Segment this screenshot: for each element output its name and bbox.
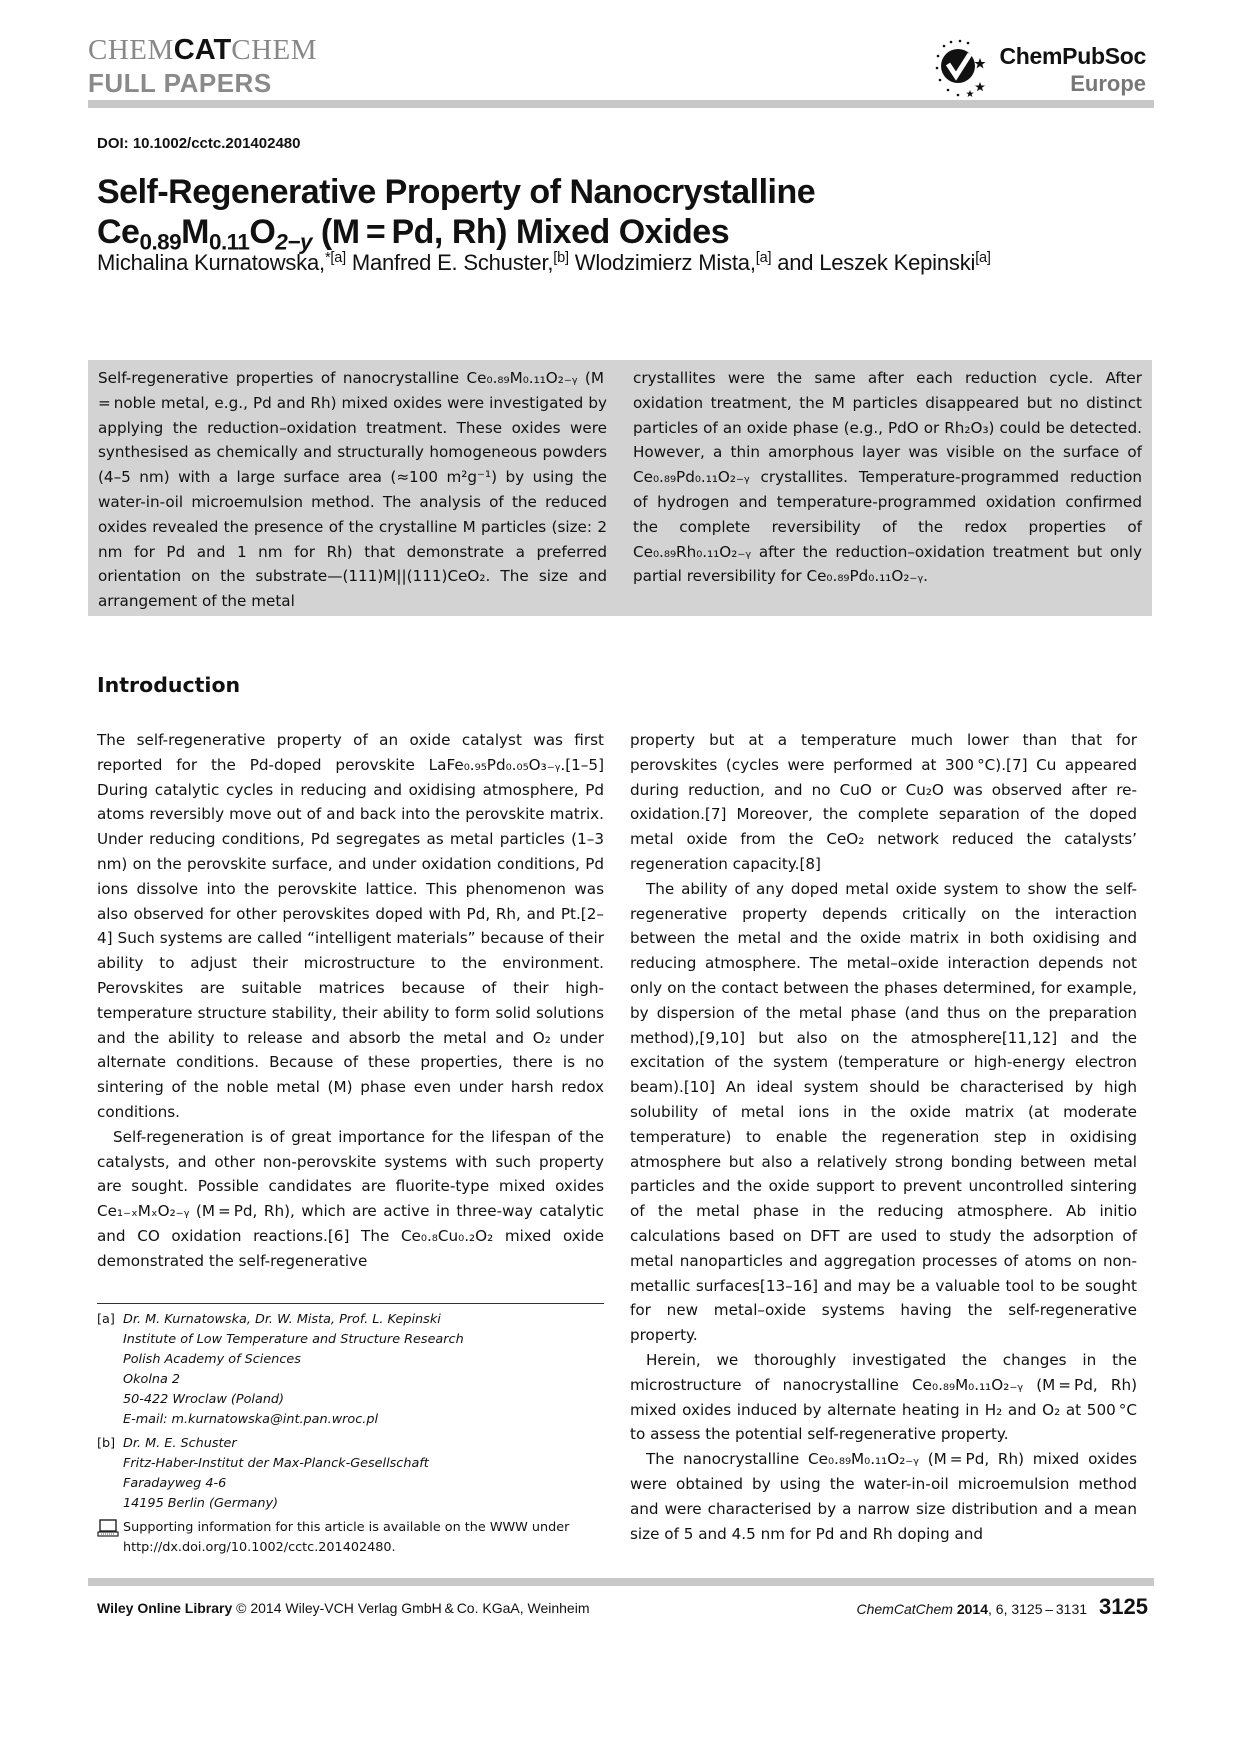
- footnote-body: [123, 1434, 429, 1514]
- author-name: Wlodzimierz Mista,: [568, 250, 756, 275]
- journal-title-prefix: CHEM: [88, 34, 174, 66]
- footnote-line: 14195 Berlin (Germany): [123, 1496, 279, 1511]
- header-divider-bar: [88, 100, 1154, 108]
- footnote-line: Faradayweg 4-6: [123, 1476, 227, 1491]
- body-paragraph: property but at a temperature much lower than that for perovskites (cycles were performed at 300 °C).[7] Cu appeared during reduction, and no CuO or Cu₂O was observed after re-oxidation.[7] Moreover, the complete separation of the doped metal oxide from the CeO₂ network reduced the catalysts’ regeneration capacity.[8]: [630, 731, 1137, 873]
- publisher-region: Europe: [1070, 71, 1146, 96]
- author-name: and Leszek Kepinski: [771, 250, 976, 275]
- footnote-b: [97, 1434, 604, 1514]
- author-affiliation-mark: [b]: [553, 250, 569, 267]
- footnote-body: [123, 1310, 464, 1430]
- footnote-line: Okolna 2: [123, 1372, 181, 1387]
- footer-citation: [856, 1594, 1148, 1620]
- body-paragraph: The self-regenerative property of an oxide catalyst was first reported for the Pd-doped perovskite LaFe₀.₉₅Pd₀.₀₅O₃₋ᵧ.[1–5] During catalytic cycles in reducing and oxidising atmosphere, Pd atoms reversibly move out of and back into the perovskite matrix. Under reducing conditions, Pd segregates as metal particles (1–3 nm) on the perovskite surface, and under oxidation conditions, Pd ions dissolve into the perovskite lattice. This phenomenon was also observed for other perovskites doped with Pd, Rh, and Pt.[2–4] Such systems are called “intelligent materials” because of their ability to adjust their microstructure to the environment. Perovskites are suitable matrices because of their high-temperature structure stability, their ability to form solid solutions and the ability to release and absorb the metal and O₂ under alternate conditions. Because of these properties, there is no sintering of the noble metal (M) phase even under harsh redox conditions.: [97, 731, 604, 1121]
- journal-title-suffix: CHEM: [231, 34, 318, 66]
- author-affiliation-mark: [a]: [975, 250, 991, 267]
- body-paragraph: Herein, we thoroughly investigated the changes in the microstructure of nanocrystalline Ce₀.₈₉M₀.₁₁O₂₋ᵧ (M = Pd, Rh) mixed oxides induced by alternate heating in H₂ and O₂ at 500 °C to assess the potential self-regenerative property.: [630, 1350, 1137, 1444]
- supporting-info-text: Supporting information for this article is available on the WWW under: [123, 1520, 570, 1535]
- footer-divider-bar: [88, 1578, 1154, 1586]
- supporting-info-note: [97, 1518, 604, 1558]
- article-doi[interactable]: DOI: 10.1002/cctc.201402480: [97, 135, 301, 152]
- author-affiliation-mark: [a]: [755, 250, 772, 267]
- body-column-right: [630, 728, 1137, 1546]
- footnote-key: [a]: [97, 1312, 115, 1327]
- footer-publisher: [97, 1600, 589, 1616]
- journal-title: [88, 34, 317, 66]
- footnote-line: Polish Academy of Sciences: [123, 1352, 301, 1367]
- footnote-line: 50-422 Wroclaw (Poland): [123, 1392, 285, 1407]
- footnote-line: Fritz-Haber-Institut der Max-Planck-Gesellschaft: [123, 1456, 429, 1471]
- footnote-line: Dr. M. Kurnatowska, Dr. W. Mista, Prof. L. Kepinski: [123, 1312, 441, 1327]
- citation-text: ChemCatChem 2014, 6, 3125 – 3131: [856, 1601, 1088, 1617]
- abstract-column-right: crystallites were the same after each reduction cycle. After oxidation treatment, the M particles disappeared but no distinct particles of an oxide phase (e.g., PdO or Rh₂O₃) could be detected. However, a thin amorphous layer was visible on the surface of Ce₀.₈₉Pd₀.₁₁O₂₋ᵧ crystallites. Temperature-programmed reduction of hydrogen and temperature-programmed oxidation confirmed the complete reversibility of the redox properties of Ce₀.₈₉Rh₀.₁₁O₂₋ᵧ after the reduction–oxidation treatment but only partial reversibility for Ce₀.₈₉Pd₀.₁₁O₂₋ᵧ.: [633, 369, 1142, 586]
- footnote-key: [b]: [97, 1436, 116, 1451]
- footnote-email[interactable]: E-mail: m.kurnatowska@int.pan.wroc.pl: [123, 1412, 379, 1427]
- body-paragraph: Self-regeneration is of great importance for the lifespan of the catalysts, and other non-perovskite systems with such property are sought. Possible candidates are fluorite-type mixed oxides Ce₁₋ₓMₓO₂₋ᵧ (M = Pd, Rh), which are active in three-way catalytic and CO oxidation reactions.[6] The Ce₀.₈Cu₀.₂O₂ mixed oxide demonstrated the self-regenerative: [97, 1127, 604, 1270]
- wiley-online-library-link[interactable]: Wiley Online Library: [97, 1600, 233, 1616]
- chempubsoc-star-logo-icon: [934, 38, 990, 100]
- abstract-column-left: Self-regenerative properties of nanocrystalline Ce₀.₈₉M₀.₁₁O₂₋ᵧ (M = noble metal, e.g., Pd and Rh) mixed oxides were investigated by applying the reduction–oxidation treatment. These oxides were synthesised as chemically and structurally homogeneous powders (4–5 nm) with a large surface area (≈100 m²g⁻¹) by using the water-in-oil microemulsion method. The analysis of the reduced oxides revealed the presence of the crystalline M particles (size: 2 nm for Pd and 1 nm for Rh) that demonstrate a preferred orientation on the substrate—(111)M||(111)CeO₂. The size and arrangement of the metal: [98, 369, 607, 611]
- copyright-text: © 2014 Wiley-VCH Verlag GmbH & Co. KGaA, Weinheim: [232, 1600, 590, 1616]
- body-column-left: [97, 728, 604, 1274]
- publisher-logo: [934, 38, 1154, 100]
- author-name: Manfred E. Schuster,: [345, 250, 554, 275]
- body-paragraph: The ability of any doped metal oxide system to show the self-regenerative property depends critically on the interaction between the metal and the oxide matrix in both oxidising and reducing atmosphere. The metal–oxide interaction depends not only on the contact between the phases determined, for example, by dispersion of the metal phase (and thus on the preparation method),[9,10] but also on the atmosphere[11,12] and the excitation of the system (temperature or high-energy electron beam).[10] An ideal system should be characterised by high solubility of metal ions in the oxide matrix (at moderate temperature) to enable the regeneration step in oxidising atmosphere but also a relatively strong bonding between metal particles and the oxide support to prevent uncontrolled sintering of the metal phase in the reducing atmosphere. Ab initio calculations based on DFT are used to study the adsorption of metal nanoparticles and aggregation processes of atoms on non-metallic surfaces[13–16] and may be a valuable tool to be sought for new metal–oxide systems having the self-regenerative property.: [630, 879, 1137, 1345]
- title-line-1: Self-Regenerative Property of Nanocrystalline: [97, 173, 816, 211]
- author-list: [97, 250, 1157, 276]
- section-heading-introduction: Introduction: [97, 673, 241, 697]
- page-header: [88, 34, 1154, 110]
- body-paragraph: The nanocrystalline Ce₀.₈₉M₀.₁₁O₂₋ᵧ (M = Pd, Rh) mixed oxides were obtained by using the water-in-oil microemulsion method and were characterised by a narrow size distribution and a mean size of 5 and 4.5 nm for Pd and Rh doping and: [630, 1450, 1137, 1543]
- footnote-a: [97, 1310, 604, 1430]
- abstract-box: [88, 360, 1152, 616]
- author-affiliation-mark: *[a]: [324, 250, 346, 267]
- journal-title-mid: CAT: [173, 34, 232, 66]
- footnote-line: Institute of Low Temperature and Structure Research: [123, 1332, 464, 1347]
- title-line-2: $Ce_{0.89}M_{0.11}O_{2-y}$ (M = Pd, Rh) Mixed Oxides: [97, 213, 730, 255]
- publisher-name: ChemPubSoc: [999, 43, 1146, 69]
- affiliation-footnotes: [97, 1303, 604, 1558]
- article-title: [97, 172, 1147, 255]
- computer-monitor-icon: [97, 1519, 119, 1537]
- section-label: FULL PAPERS: [88, 68, 272, 98]
- supporting-info-link[interactable]: http://dx.doi.org/10.1002/cctc.201402480.: [123, 1540, 396, 1555]
- page-number: 3125: [1099, 1594, 1148, 1619]
- author-name: Michalina Kurnatowska,: [97, 250, 325, 275]
- footnote-line: Dr. M. E. Schuster: [123, 1436, 237, 1451]
